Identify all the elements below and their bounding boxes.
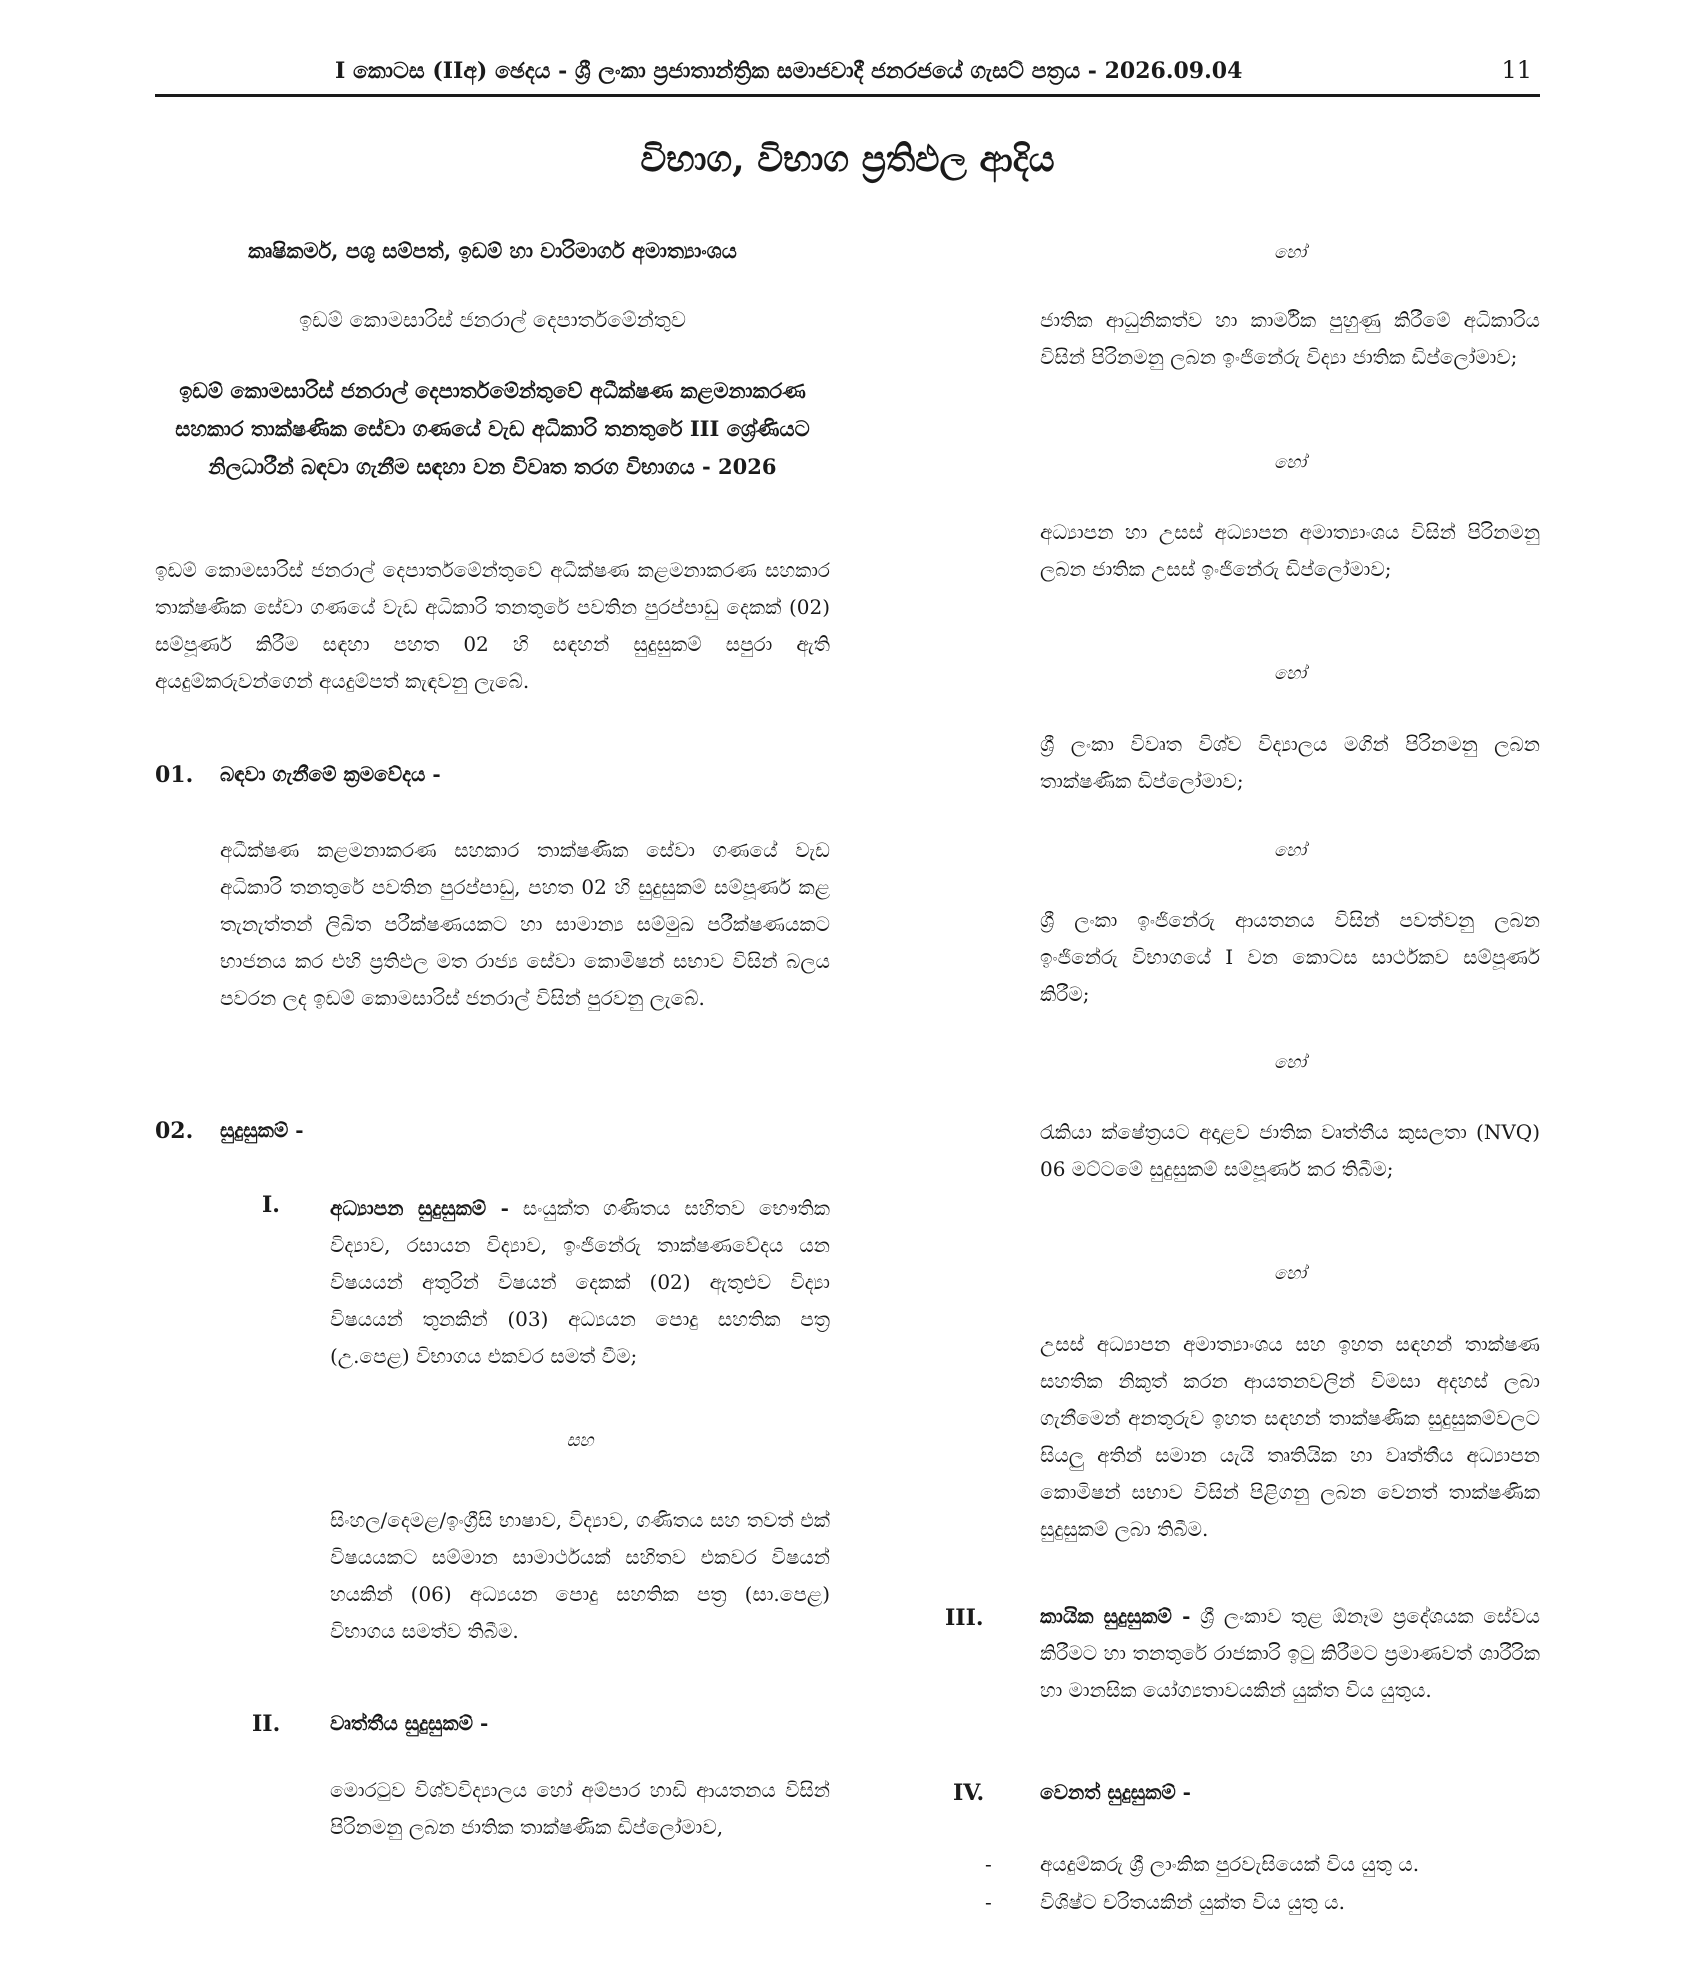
ministry-name: කෘෂිකර්ම, පශු සම්පත්, ඉඩම් හා වාරිමාර්ග අමාත්‍යාංශය xyxy=(248,238,737,263)
voc-qualification-3: අධ්‍යාපන හා උසස් අධ්‍යාපන අමාත්‍යාංශය විසින් පිරිනමනු ලබන ජාතික උසස් ඉංජිනේරු ඩිප්ලෝමාව; xyxy=(1040,520,1540,581)
voc-qualification-5: ශ්‍රී ලංකා ඉංජිනේරු ආයතනය විසින් පවත්වනු ලබන ඉංජිනේරු විභාගයේ I වන කොටස සාර්ථකව සම්පූර්ණ කිරීම; xyxy=(1040,908,1540,1006)
header-rule xyxy=(155,94,1540,97)
phys-label: කායික සුදුසුකම් - xyxy=(1040,1604,1191,1628)
intro-paragraph: ඉඩම් කොමසාරිස් ජනරාල් දෙපාර්තමේන්තුවේ අධීක්ෂණ කළමනාකරණ සහකාර තාක්ෂණික සේවා ගණයේ වැඩ අධිකාරි තනතුරේ පවතින පුරප්පාඩු දෙකක් (02) සම්පූර්ණ කිරීම සඳහා පහත 02 හි සඳහන් සුදුසුකම් සපුරා ඇති අයදුම්කරුවන්ගෙන් අයදුම්පත් කැඳවනු ලැබේ. xyxy=(155,558,830,693)
voc-qualification-4: ශ්‍රී ලංකා විවෘත විශ්ව විද්‍යාලය මගින් පිරිනමනු ලබන තාක්ෂණික ඩිප්ලෝමාව; xyxy=(1040,732,1540,793)
other-item-1: අයදුම්කරු ශ්‍රී ලාංකික පුරවැසියෙක් විය යුතු ය. xyxy=(1040,1852,1420,1876)
section-01-body: අධීක්ෂණ කළමනාකරණ සහකාර තාක්ෂණික සේවා ගණයේ වැඩ අධිකාරි තනතුරේ පවතින පුරප්පාඩු, පහත 02 හි සුදුසුකම් සම්පූර්ණ කළ තැනැත්තන් ලිඛිත පරීක්ෂණයකට හා සාමාන්‍ය සම්මුඛ පරීක්ෂණයකට භාජනය කර එහි ප්‍රතිඵල මත රාජ්‍ය සේවා කොමිෂන් සභාව විසින් බලය පවරන ලද ඉඩම් කොමසාරිස් ජනරාල් විසින් පුරවනු ලැබේ. xyxy=(220,838,830,1010)
voc-qualification-2: ජාතික ආධුනිකත්ව හා කාර්මික පුහුණු කිරීමේ අධිකාරිය විසින් පිරිනමනු ලබන ඉංජිනේරු විද්‍යා ජාතික ඩිප්ලෝමාව; xyxy=(1040,308,1540,369)
page-header xyxy=(155,52,1540,94)
section-label: බඳවා ගැනීමේ ක්‍රමවේදය - xyxy=(220,762,441,786)
voc-qualification-6: රැකියා ක්ෂේත්‍රයට අදාළව ජාතික වෘත්තීය කුසලතා (NVQ) 06 මට්ටමේ සුදුසුකම් සම්පූර්ණ කර තිබීම; xyxy=(1040,1120,1540,1181)
other-label: වෙනත් සුදුසුකම් - xyxy=(1040,1780,1191,1804)
phys-numeral: III. xyxy=(945,1605,984,1631)
voc-qualification-1: මොරටුව විශ්වවිද්‍යාලය හෝ අම්පාර හාඩි ආයතනය විසින් පිරිනමනු ලබන ජාතික තාක්ෂණික ඩිප්ලෝමාව, xyxy=(330,1778,830,1839)
conjunction-or: හෝ xyxy=(1273,1263,1307,1284)
conjunction-or: හෝ xyxy=(1273,242,1307,263)
voc-numeral: II. xyxy=(252,1711,281,1737)
voc-qualification-7: උසස් අධ්‍යාපන අමාත්‍යාංශය සහ ඉහත සඳහන් තාක්ෂණ සහතික නිකුත් කරන ආයතනවලින් විමසා අදහස් ලබා ගැනීමෙන් අනතුරුව ඉහත සඳහන් තාක්ෂණික සුදුසුකම්වලට සියලු අතින් සමාන යැයි තෘතියික හා වෘත්තීය අධ්‍යාපන කොමිෂන් සභාව විසින් පිළිගනු ලබන වෙනත් තාක්ෂණික සුදුසුකම් ලබා තිබීම. xyxy=(1040,1332,1540,1541)
bullet-dash: - xyxy=(985,1852,992,1876)
page-number: 11 xyxy=(1501,56,1532,84)
gazette-title: I කොටස (IIඅ) ඡෙදය - ශ්‍රී ලංකා ප්‍රජාතාන්ත්‍රික සමාජවාදී ජනරජයේ ගැසට් පත්‍රය - 2026.09.04 xyxy=(335,58,1243,84)
conjunction-or: හෝ xyxy=(1273,1052,1307,1073)
phys-qualification xyxy=(1040,1598,1540,1709)
voc-label: වෘත්තීය සුදුසුකම් - xyxy=(330,1711,489,1735)
phys-text: ශ්‍රී ලංකාව තුළ ඕනෑම ප්‍රදේශයක සේවය කිරීමට හා තනතුරේ රාජකාරි ඉටු කිරීමට ප්‍රමාණවත් ශාරීරික හා මානසික යෝග්‍යතාවයකින් යුක්ත විය යුතුය. xyxy=(1040,1604,1540,1702)
edu-qualification-1 xyxy=(330,1190,830,1375)
section-number: 02. xyxy=(155,1118,194,1144)
exam-title: ඉඩම් කොමසාරිස් ජනරාල් දෙපාර්තමේන්තුවේ අධීක්ෂණ කළමනාකරණ සහකාර තාක්ෂණික සේවා ගණයේ වැඩ අධිකාරි තනතුරේ III ශ්‍රේණියට නිලධාරීන් බඳවා ගැනීම සඳහා වන විවෘත තරග විභාගය - 2026 xyxy=(175,378,810,479)
bullet-dash: - xyxy=(985,1890,992,1914)
edu-text-1: සංයුක්ත ගණිතය සහිතව භෞතික විද්‍යාව, රසායන විද්‍යාව, ඉංජිනේරු තාක්ෂණවේදය යන විෂයයන් අතුරින් විෂයන් දෙකක් (02) ඇතුළුව විද්‍යා විෂයයන් තුනකින් (03) අධ්‍යයන පොදු සහතික පත්‍ර (උ.පෙළ) විභාගය එකවර සමත් වීම; xyxy=(330,1196,830,1368)
edu-numeral: I. xyxy=(262,1192,280,1218)
department-name: ඉඩම් කොමසාරිස් ජනරාල් දෙපාර්තමේන්තුව xyxy=(299,308,686,332)
conjunction-or: හෝ xyxy=(1273,663,1307,684)
other-item-2: විශිෂ්ට චරිතයකින් යුක්ත විය යුතු ය. xyxy=(1040,1890,1345,1914)
section-number: 01. xyxy=(155,762,194,788)
conjunction-or: හෝ xyxy=(1273,452,1307,473)
section-heading: විභාග, විභාග ප්‍රතිඵල ආදිය xyxy=(640,138,1055,180)
other-numeral: IV. xyxy=(953,1780,985,1806)
conjunction-or: හෝ xyxy=(1273,840,1307,861)
edu-label: අධ්‍යාපන සුදුසුකම් - xyxy=(330,1196,509,1220)
edu-qualification-2: සිංහල/දෙමළ/ඉංග්‍රීසි භාෂාව, විද්‍යාව, ගණිතය සහ තවත් එක් විෂයයකට සම්මාන සාමාර්ථයක් සහිතව එකවර විෂයන් හයකින් (06) අධ්‍යයන පොදු සහතික පත්‍ර (සා.පෙළ) විභාගය සමත්ව තිබීම. xyxy=(330,1508,830,1643)
conjunction-and: සහ xyxy=(566,1430,594,1451)
section-label: සුදුසුකම් - xyxy=(220,1118,304,1142)
